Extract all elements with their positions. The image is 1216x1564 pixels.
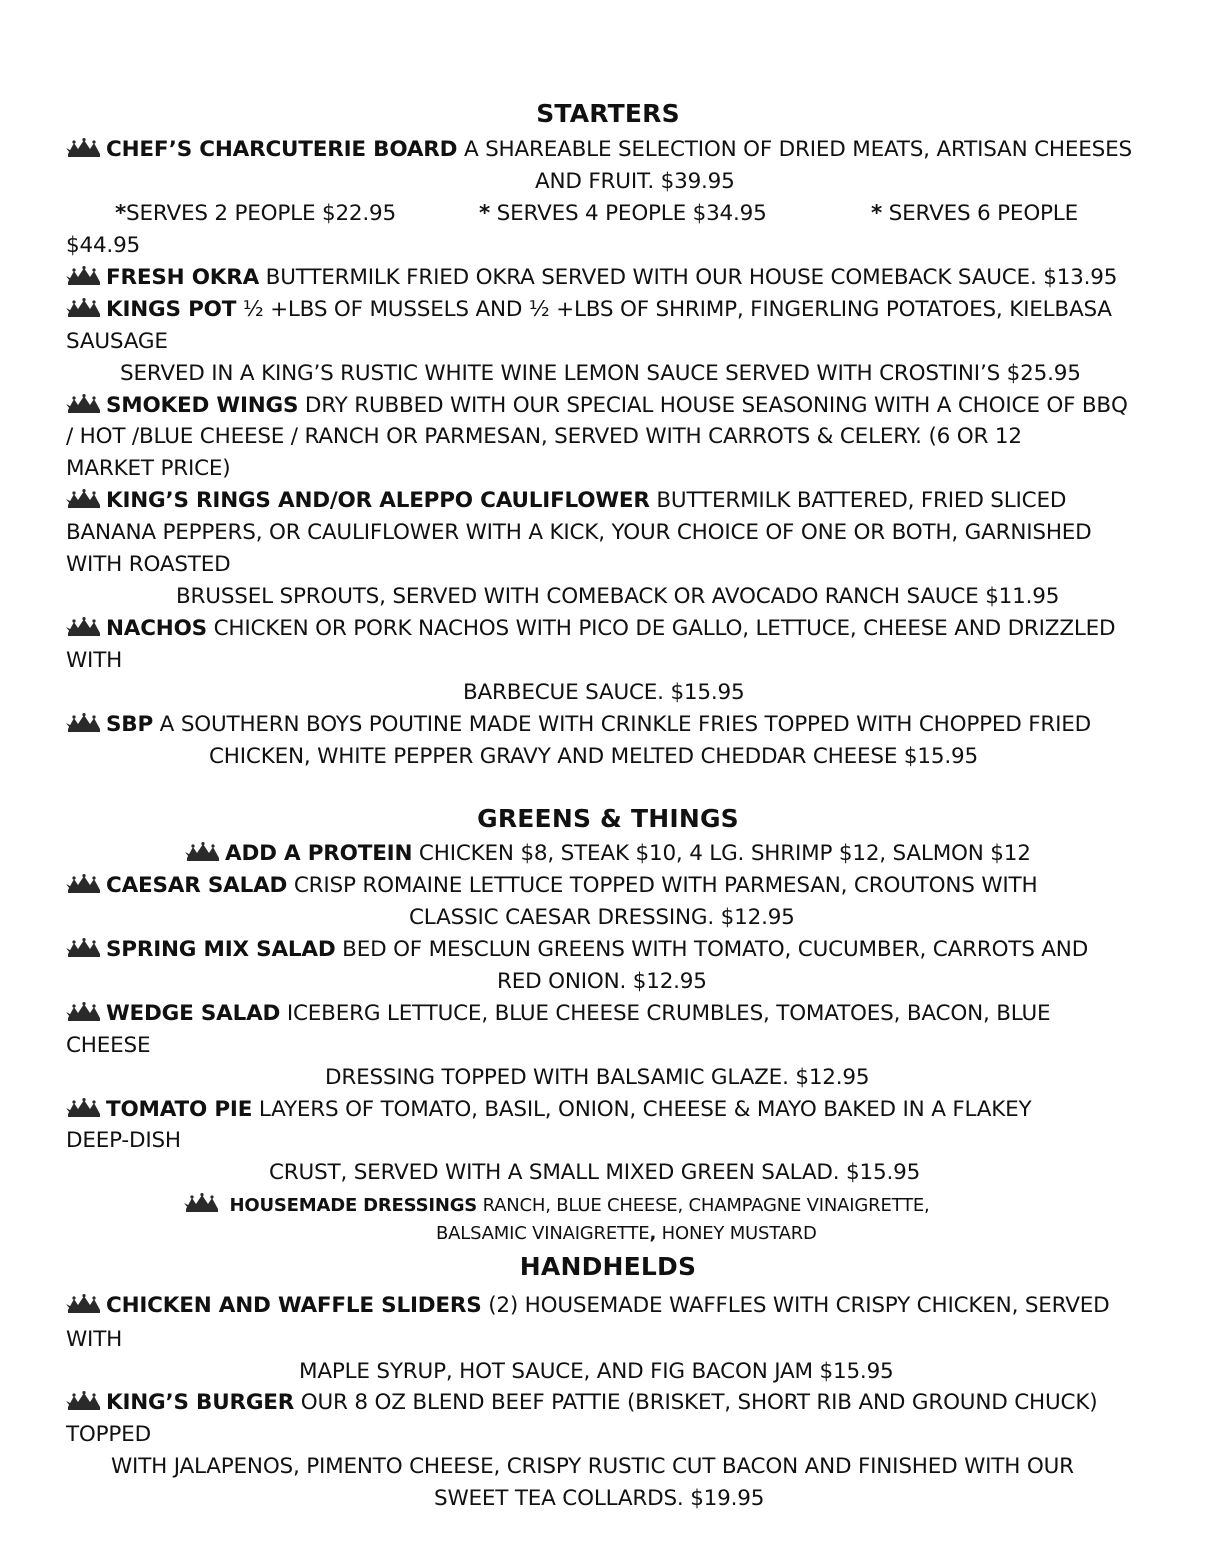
menu-item-kings-rings (66, 487, 1066, 515)
crown-icon (66, 617, 102, 637)
item-desc: DRY RUBBED WITH OUR SPECIAL HOUSE SEASONING WITH A CHOICE OF BBQ (304, 393, 1128, 418)
item-name: CAESAR SALAD (106, 873, 288, 898)
item-desc: CRISP ROMAINE LETTUCE TOPPED WITH PARMESAN, CROUTONS WITH (293, 873, 1038, 898)
serving-option: * SERVES 6 PEOPLE (871, 201, 1078, 226)
menu-item-spring-mix (66, 936, 1088, 964)
item-desc: CHICKEN OR PORK NACHOS WITH PICO DE GALLO, LETTUCE, CHEESE AND DRIZZLED (213, 616, 1116, 641)
item-desc: RANCH, BLUE CHEESE, CHAMPAGNE VINAIGRETTE, (482, 1195, 930, 1216)
item-name: KING’S BURGER (106, 1390, 295, 1415)
item-desc: WITH (66, 1327, 123, 1352)
menu-item-smoked-wings (66, 392, 1128, 420)
item-desc: MARKET PRICE) (66, 456, 231, 481)
menu-item-okra (66, 264, 1117, 292)
item-name: SBP (106, 712, 154, 737)
item-desc: BUTTERMILK BATTERED, FRIED SLICED (656, 488, 1067, 513)
item-name: TOMATO PIE (106, 1097, 253, 1122)
serving-option: *SERVES 2 PEOPLE $22.95 (115, 201, 396, 226)
crown-icon (66, 266, 102, 286)
crown-icon (66, 394, 102, 414)
item-desc: BUTTERMILK FRIED OKRA SERVED WITH OUR HOUSE COMEBACK SAUCE. $13.95 (265, 265, 1118, 290)
item-desc: SERVED IN A KING’S RUSTIC WHITE WINE LEMON SAUCE SERVED WITH CROSTINI’S $25.95 (120, 361, 1081, 386)
item-name: KING’S RINGS AND/OR ALEPPO CAULIFLOWER (106, 488, 650, 513)
menu-item-caesar (66, 872, 1037, 900)
item-desc: LAYERS OF TOMATO, BASIL, ONION, CHEESE & MAYO BAKED IN A FLAKEY (258, 1097, 1032, 1122)
crown-icon (66, 1391, 102, 1411)
item-desc: CHICKEN, WHITE PEPPER GRAVY AND MELTED CHEDDAR CHEESE $15.95 (209, 744, 978, 769)
item-desc: OUR 8 OZ BLEND BEEF PATTIE (BRISKET, SHORT RIB AND GROUND CHUCK) (300, 1390, 1098, 1415)
item-desc: DRESSING TOPPED WITH BALSAMIC GLAZE. $12.95 (325, 1065, 870, 1090)
menu-item-sliders (66, 1292, 1109, 1320)
menu-item-tomato-pie (66, 1096, 1032, 1124)
menu-item-kings-burger (66, 1389, 1097, 1417)
item-desc: MAPLE SYRUP, HOT SAUCE, AND FIG BACON JAM $15.95 (299, 1359, 894, 1384)
item-desc: ½ +LBS OF MUSSELS AND ½ +LBS OF SHRIMP, FINGERLING POTATOES, KIELBASA (242, 297, 1112, 322)
item-price: $44.95 (66, 233, 141, 258)
item-desc: BALSAMIC VINAIGRETTE, HONEY MUSTARD (436, 1223, 817, 1244)
crown-icon (66, 874, 102, 894)
section-heading-starters: STARTERS (536, 99, 680, 128)
item-name: SMOKED WINGS (106, 393, 299, 418)
item-desc: A SHAREABLE SELECTION OF DRIED MEATS, ARTISAN CHEESES (463, 137, 1132, 162)
crown-icon (66, 938, 102, 958)
item-desc: BRUSSEL SPROUTS, SERVED WITH COMEBACK OR AVOCADO RANCH SAUCE $11.95 (176, 584, 1060, 609)
item-desc: CHICKEN $8, STEAK $10, 4 LG. SHRIMP $12, SALMON $12 (418, 841, 1031, 866)
item-desc: CRUST, SERVED WITH A SMALL MIXED GREEN SALAD. $15.95 (269, 1160, 921, 1185)
item-name: FRESH OKRA (106, 265, 260, 290)
item-desc: CHEESE (66, 1033, 151, 1058)
crown-icon (66, 138, 102, 158)
crown-icon (66, 1098, 102, 1118)
item-desc: (2) HOUSEMADE WAFFLES WITH CRISPY CHICKEN, SERVED (488, 1293, 1110, 1318)
crown-icon (66, 489, 102, 509)
item-desc: AND FRUIT. $39.95 (535, 169, 735, 194)
crown-icon (66, 1002, 102, 1022)
item-desc: WITH (66, 648, 123, 673)
item-desc: WITH ROASTED (66, 552, 231, 577)
item-desc: CLASSIC CAESAR DRESSING. $12.95 (409, 905, 795, 930)
item-desc: / HOT /BLUE CHEESE / RANCH OR PARMESAN, SERVED WITH CARROTS & CELERY. (6 OR 12 (66, 424, 1022, 449)
item-desc: ICEBERG LETTUCE, BLUE CHEESE CRUMBLES, TOMATOES, BACON, BLUE (286, 1001, 1051, 1026)
item-name: HOUSEMADE DRESSINGS (229, 1195, 478, 1216)
item-name: CHEF’S CHARCUTERIE BOARD (106, 137, 458, 162)
item-desc: BED OF MESCLUN GREENS WITH TOMATO, CUCUMBER, CARROTS AND (342, 937, 1089, 962)
menu-item-add-protein (185, 840, 1031, 868)
item-desc: SAUSAGE (66, 329, 168, 354)
section-heading-handhelds: HANDHELDS (519, 1252, 697, 1281)
section-heading-greens: GREENS & THINGS (477, 804, 739, 833)
menu-item-dressings (184, 1193, 930, 1218)
crown-icon (66, 713, 102, 733)
serving-option: * SERVES 4 PEOPLE $34.95 (479, 201, 767, 226)
item-desc: SWEET TEA COLLARDS. $19.95 (434, 1486, 765, 1511)
crown-icon (184, 1193, 220, 1213)
item-name: SPRING MIX SALAD (106, 937, 336, 962)
item-desc: BANANA PEPPERS, OR CAULIFLOWER WITH A KICK, YOUR CHOICE OF ONE OR BOTH, GARNISHED (66, 520, 1092, 545)
item-desc: A SOUTHERN BOYS POUTINE MADE WITH CRINKLE FRIES TOPPED WITH CHOPPED FRIED (159, 712, 1092, 737)
item-name: ADD A PROTEIN (225, 841, 413, 866)
menu-item-sbp (66, 711, 1091, 739)
item-name: KINGS POT (106, 297, 237, 322)
item-desc: DEEP-DISH (66, 1128, 181, 1153)
item-desc: BARBECUE SAUCE. $15.95 (463, 680, 745, 705)
item-name: NACHOS (106, 616, 207, 641)
menu-item-charcuterie (66, 136, 1132, 164)
menu-item-wedge (66, 1000, 1050, 1028)
crown-icon (66, 298, 102, 318)
crown-icon (66, 1294, 102, 1314)
crown-icon (185, 842, 221, 862)
item-desc: WITH JALAPENOS, PIMENTO CHEESE, CRISPY RUSTIC CUT BACON AND FINISHED WITH OUR (111, 1454, 1074, 1479)
item-name: WEDGE SALAD (106, 1001, 281, 1026)
menu-item-nachos (66, 615, 1115, 643)
menu-item-kings-pot (66, 296, 1112, 324)
item-name: CHICKEN AND WAFFLE SLIDERS (106, 1293, 482, 1318)
item-desc: TOPPED (66, 1422, 151, 1447)
item-desc: RED ONION. $12.95 (497, 969, 707, 994)
